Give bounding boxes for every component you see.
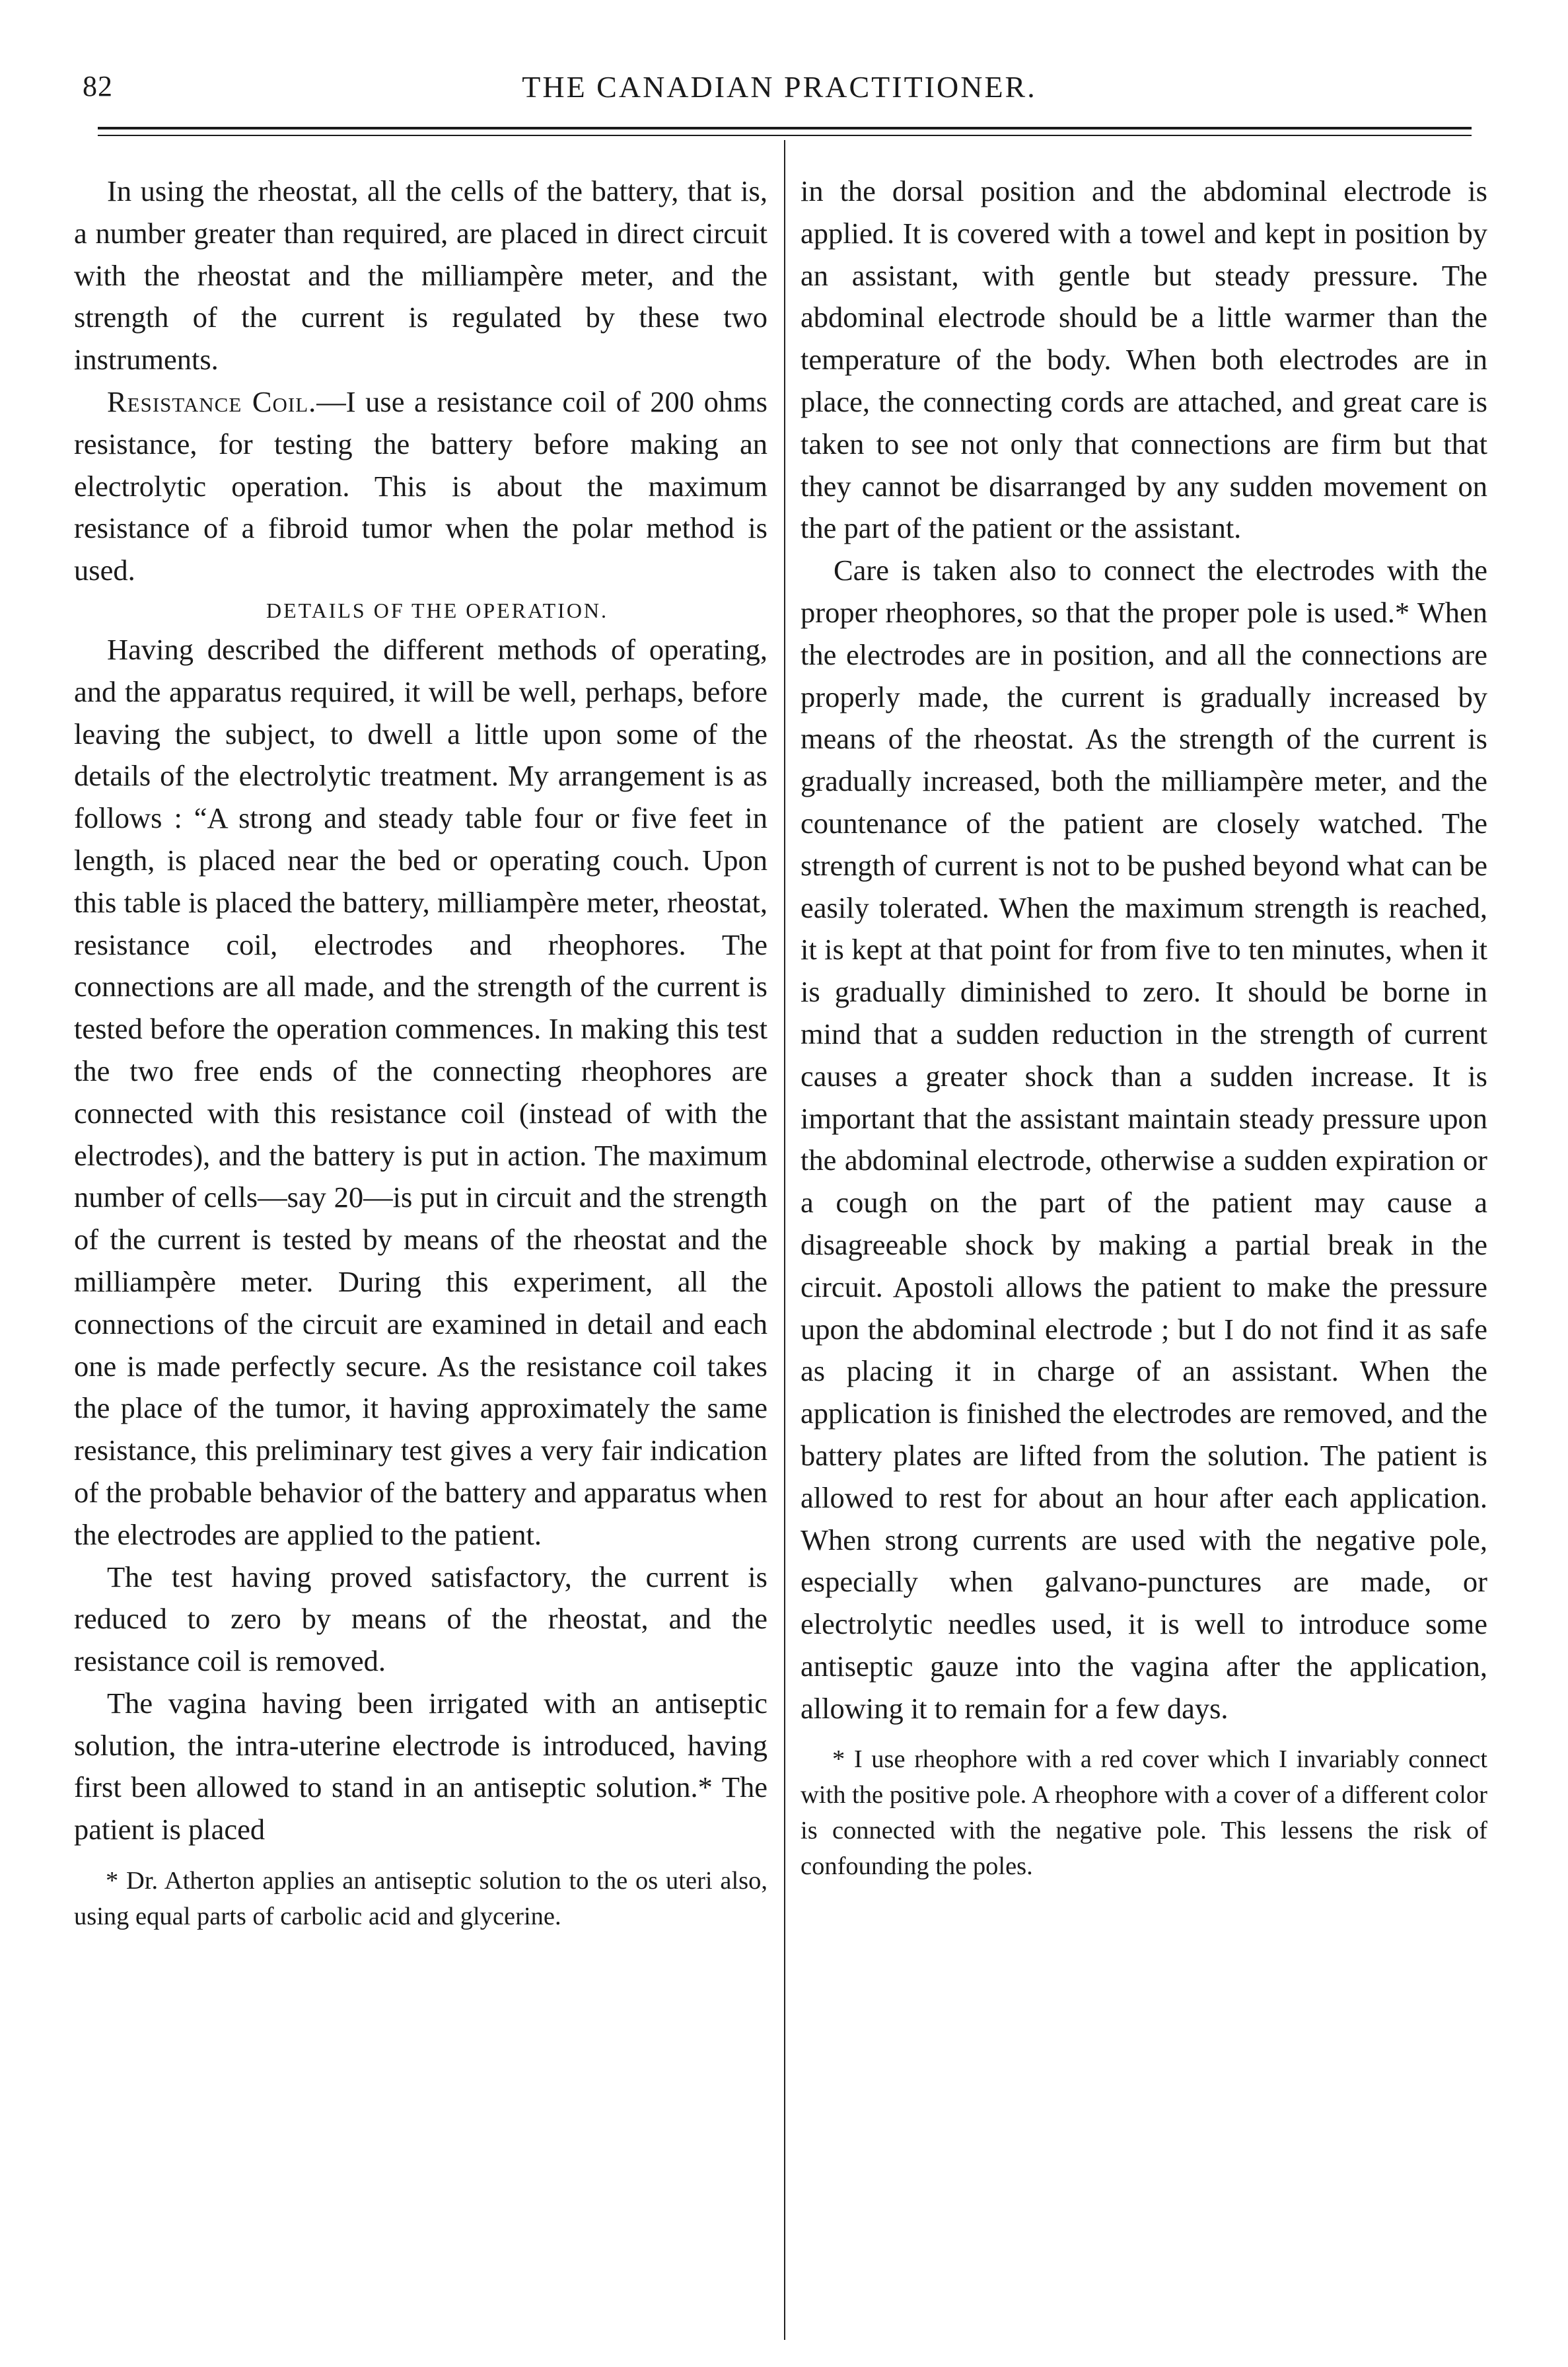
paragraph-details: Having described the different methods of operating, and the apparatus required, it will be well, perhaps, before leaving the subject, to dwell a little upon some of the details of the electrolytic treatment. My arrangement is as follows : “A strong and steady table four or five feet in length, is placed near the bed or operating couch. Upon this table is placed the battery, milliampère meter, rheostat, resistance coil, electrodes and rheophores. The connections are all made, and the strength of the current is tested before the operation commences. In making this test the two free ends of the connecting rheophores are connected with this resistance coil (instead of with the electrodes), and the battery is put in action. The maximum number of cells—say 20—is put in circuit and the strength of the current is tested by means of the rheostat and the milliampère meter. During this experiment, all the connections of the circuit are examined in detail and each one is made perfectly secure. As the resistance coil takes the place of the tumor, it having approximately the same resistance, this preliminary test gives a very fair indication of the probable behavior of the battery and apparatus when the electrodes are applied to the patient. (74, 632, 767, 1551)
paragraph-test-result: The test having proved satisfactory, the current is reduced to zero by means of the rheostat, and the resistance coil is removed. (74, 1560, 767, 1678)
footnote-spacer (801, 1730, 1487, 1741)
paragraph-resistance-coil-body: —I use a resistance coil of 200 ohms resistance, for testing the battery before making an electrolytic operation. This is about the maximum resistance of a fibroid tumor when the polar method is used. (74, 384, 767, 587)
section-heading: DETAILS OF THE OPERATION. (266, 598, 609, 622)
paragraph-vagina-irrigation: The vagina having been irrigated with an antiseptic solution, the intra-uterine electrode is introduced, having first been allowed to stand in an antiseptic solution.* The patient is placed (74, 1686, 767, 1846)
footnote-left: * Dr. Atherton applies an antiseptic solution to the os uteri also, using equal parts of carbolic acid and glycerine. (74, 1867, 767, 1931)
paragraph-rheostat: In using the rheostat, all the cells of the battery, that is, a number greater than required, are placed in direct circuit with the rheostat and the milliampère meter, and the strength of the current is regulated by these two instruments. (74, 174, 767, 377)
footnote-spacer (74, 1851, 767, 1863)
journal-title: THE CANADIAN PRACTITIONER. (522, 70, 1037, 104)
paragraph-resistance-coil (74, 381, 767, 592)
left-column (74, 170, 767, 1934)
footnote-right: * I use rheophore with a red cover which I invariably connect with the positive pole. A rheophore with a cover of a different color is connected with the negative pole. This lessens the risk of confounding the poles. (801, 1745, 1487, 1881)
page-number: 82 (83, 70, 113, 102)
header-rule-thick (98, 127, 1472, 129)
paragraph-dorsal-position: in the dorsal position and the abdominal electrode is applied. It is covered with a towel and kept in position by an assistant, with gentle but steady pressure. The abdominal electrode should be a little warmer than the temperature of the body. When both electrodes are in place, the connecting cords are attached, and great care is taken to see not only that connections are firm but that they cannot be disarranged by any sudden movement on the part of the patient or the assistant. (801, 174, 1487, 545)
header-rule-thin (98, 135, 1472, 136)
column-divider (784, 140, 785, 2340)
right-column (801, 170, 1487, 1884)
paragraph-rheophores: Care is taken also to connect the electrodes with the proper rheophores, so that the proper pole is used.* When the electrodes are in position, and all the connections are properly made, the current is gradually increased by means of the rheostat. As the strength of the current is gradually increased, both the milliampère meter, and the countenance of the patient are closely watched. The strength of current is not to be pushed beyond what can be easily tolerated. When the maximum strength is reached, it is kept at that point for from five to ten minutes, when it is gradually diminished to zero. It should be borne in mind that a sudden reduction in the strength of current causes a greater shock than a sudden increase. It is important that the assistant maintain steady pressure upon the abdominal electrode, otherwise a sudden expiration or a cough on the part of the patient may cause a disagreeable shock by making a partial break in the circuit. Apostoli allows the patient to make the pressure upon the abdominal electrode ; but I do not find it as safe as placing it in charge of an assistant. When the application is finished the electrodes are removed, and the battery plates are lifted from the solution. The patient is allowed to rest for about an hour after each application. When strong currents are used with the negative pole, especially when galvano-punctures are made, or electrolytic needles used, it is well to introduce some antiseptic gauze into the vagina after the application, allowing it to remain for a few days. (801, 554, 1487, 1725)
running-head (83, 69, 1476, 116)
run-in-heading: Resistance Coil. (107, 384, 317, 418)
